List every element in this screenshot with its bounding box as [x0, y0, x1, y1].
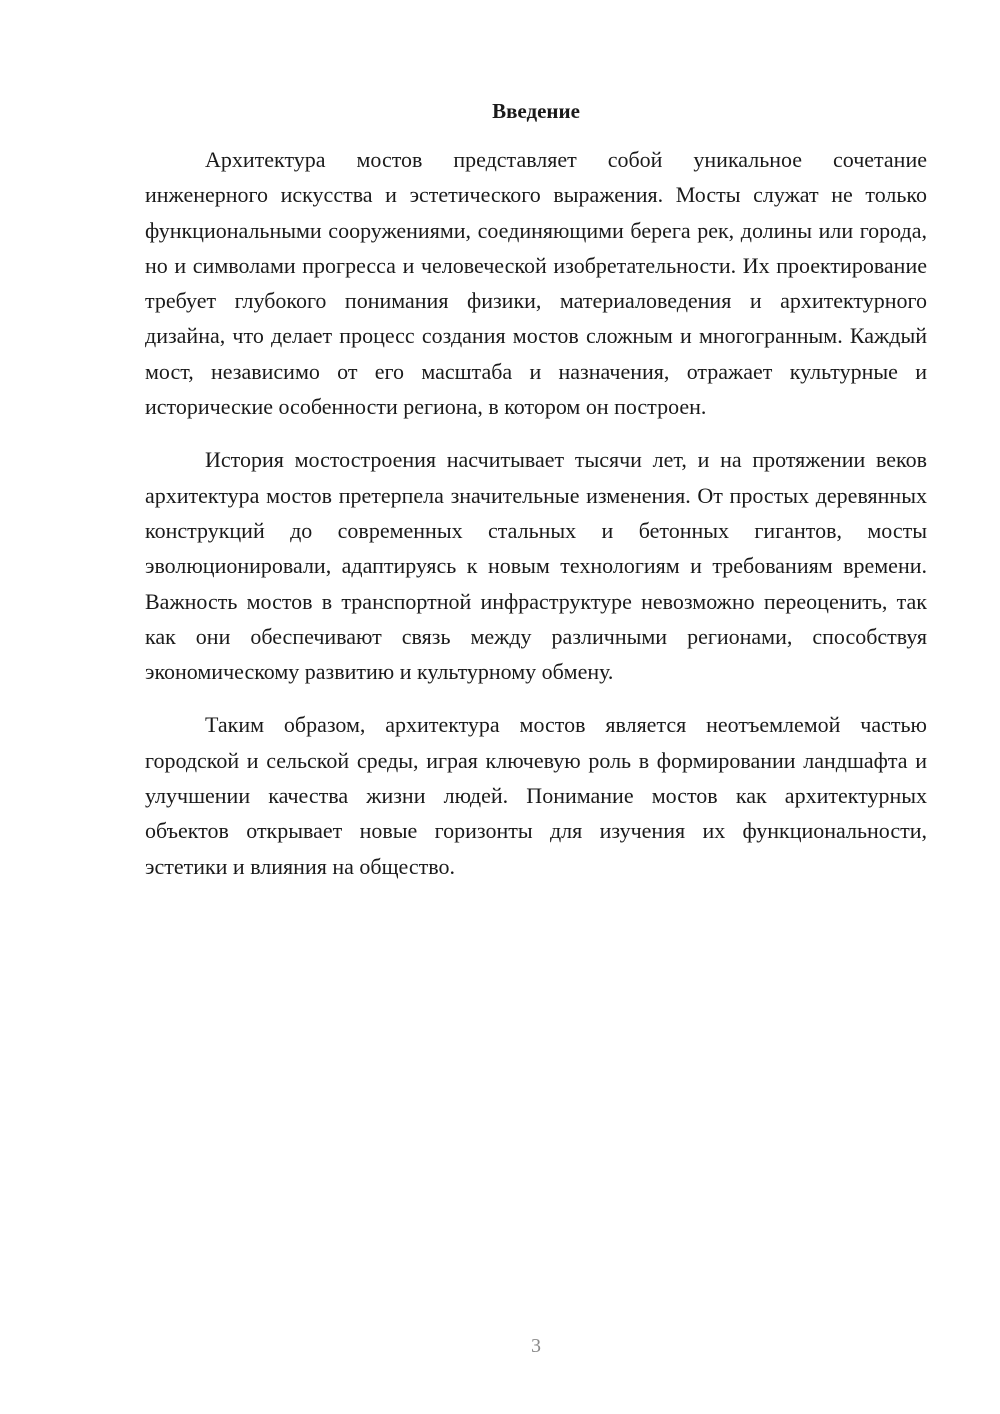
paragraph-2: История мостостроения насчитывает тысячи лет, и на протяжении веков архитектура мостов претерпела значительные изменения. От простых деревянных конструкций до современных стальных и бетонных гигантов, мосты эволюционировали, адаптируясь к новым технологиям и требованиям времени. Важность мостов в транспортной инфраструктуре невозможно переоценить, так как они обеспечивают связь между различными регионами, способствуя экономическому развитию и культурному обмену. [145, 447, 927, 685]
paragraph-3: Таким образом, архитектура мостов является неотъемлемой частью городской и сельской среды, играя ключевую роль в формировании ландшафта и улучшении качества жизни людей. Понимание мостов как архитектурных объектов открывает новые горизонты для изучения их функциональности, эстетики и влияния на общество. [145, 712, 927, 879]
page-number: 3 [531, 1335, 541, 1357]
body-text [145, 142, 927, 902]
paragraph-1: Архитектура мостов представляет собой уникальное сочетание инженерного искусства и эстетического выражения. Мосты служат не только функциональными сооружениями, соединяющими берега рек, долины или города, но и символами прогресса и человеческой изобретательности. Их проектирование требует глубокого понимания физики, материаловедения и архитектурного дизайна, что делает процесс создания мостов сложным и многогранным. Каждый мост, независимо от его масштаба и назначения, отражает культурные и исторические особенности региона, в котором он построен. [145, 147, 927, 420]
section-heading: Введение [492, 99, 580, 123]
